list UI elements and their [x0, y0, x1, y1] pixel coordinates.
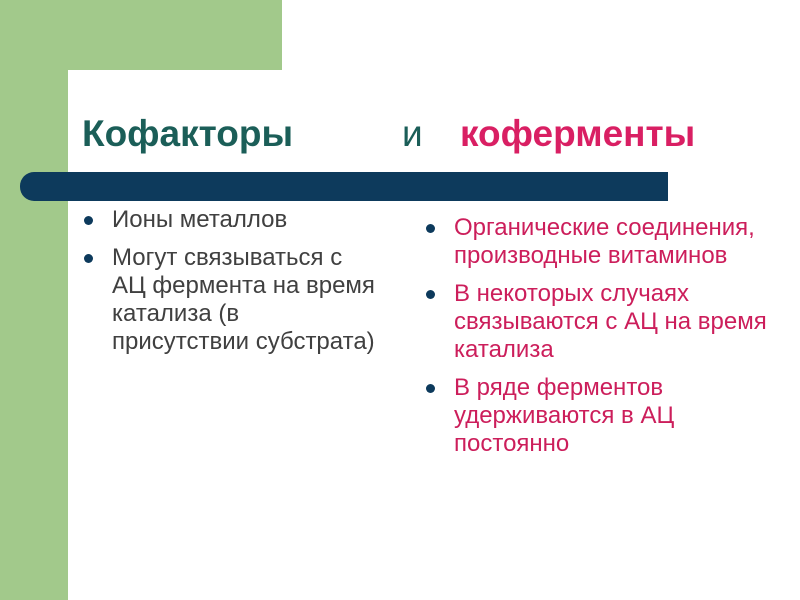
list-item — [424, 214, 784, 270]
list-item-text: Могут связываться с АЦ фермента на время катализа (в присутствии субстрата) — [112, 244, 375, 355]
bullet-icon — [426, 290, 435, 299]
bullet-icon — [84, 254, 93, 263]
title-coenzymes: коферменты — [460, 113, 696, 154]
title-connector: и — [402, 113, 423, 154]
list-item-text: В некоторых случаях связываются с АЦ на время катализа — [454, 280, 767, 363]
coenzymes-list — [424, 214, 784, 468]
bullet-icon — [426, 384, 435, 393]
green-decor-left — [0, 0, 68, 600]
list-item — [424, 374, 784, 458]
list-item — [82, 206, 382, 234]
list-item-text: В ряде ферментов удерживаются в АЦ постоянно — [454, 374, 675, 457]
cofactors-list — [82, 206, 382, 366]
bullet-icon — [426, 224, 435, 233]
list-item-text: Органические соединения, производные витаминов — [454, 214, 755, 269]
list-item-text: Ионы металлов — [112, 206, 288, 233]
title-cofactors: Кофакторы — [82, 113, 294, 154]
list-item — [424, 280, 784, 364]
bullet-icon — [84, 216, 93, 225]
green-decor-top — [0, 0, 282, 70]
title-divider-bar — [20, 172, 668, 201]
list-item — [82, 244, 382, 356]
